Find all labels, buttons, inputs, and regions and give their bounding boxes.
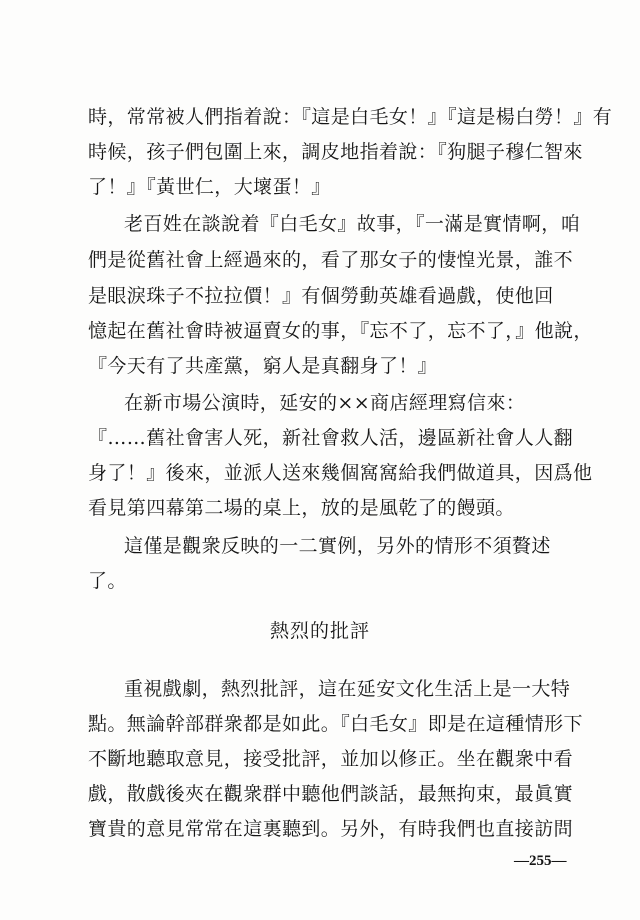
text-line: 身了！』後來，並派人送來幾個窩窩給我們做道具，因爲他 <box>88 462 593 484</box>
text-line: 在新市場公演時，延安的××商店經理寫信來： <box>124 392 526 414</box>
text-line: 時，常常被人們指着說：『這是白毛女！』『這是楊白勞！』有 <box>88 106 613 128</box>
text-line: 『今天有了共產黨，窮人是真翻身了！』 <box>88 355 438 377</box>
section-heading: 熱烈的批評 <box>269 620 370 642</box>
text-line: 重視戲劇，熱烈批評，這在延安文化生活上是一大特 <box>124 678 571 700</box>
page-number: —255— <box>514 853 567 869</box>
text-line: 『……舊社會害人死，新社會救人活，邊區新社會人人翻 <box>88 427 574 449</box>
text-line: 這僅是觀衆反映的一二實例，另外的情形不須贅述 <box>124 535 551 557</box>
text-line: 憶起在舊社會時被逼賣女的事，『忘不了，忘不了，』他說， <box>88 320 593 342</box>
text-line: 寶貴的意見常常在這裏聽到。另外，有時我們也直接訪問 <box>88 818 574 840</box>
text-line: 老百姓在談說着『白毛女』故事，『一滿是實情啊，咱 <box>124 213 581 235</box>
text-line: 戲，散戲後夾在觀衆群中聽他們談話，最無拘束，最眞實 <box>88 783 574 805</box>
text-line: 時候，孩子們包圍上來，調皮地指着說：『狗腿子穆仁智來 <box>88 141 583 163</box>
text-line: 點。無論幹部群衆都是如此。『白毛女』即是在這種情形下 <box>88 713 583 735</box>
text-line: 了！』『黃世仁，大壞蛋！』 <box>88 176 331 198</box>
text-line: 看見第四幕第二場的桌上，放的是風乾了的饅頭。 <box>88 497 515 519</box>
text-line: 是眼淚珠子不拉拉價！』有個勞動英雄看過戲，使他回 <box>88 285 554 307</box>
text-line: 們是從舊社會上經過來的，看了那女子的悽惶光景，誰不 <box>88 249 574 271</box>
text-line: 不斷地聽取意見，接受批評，並加以修正。坐在觀衆中看 <box>88 748 574 770</box>
text-line: 了。 <box>88 570 127 592</box>
